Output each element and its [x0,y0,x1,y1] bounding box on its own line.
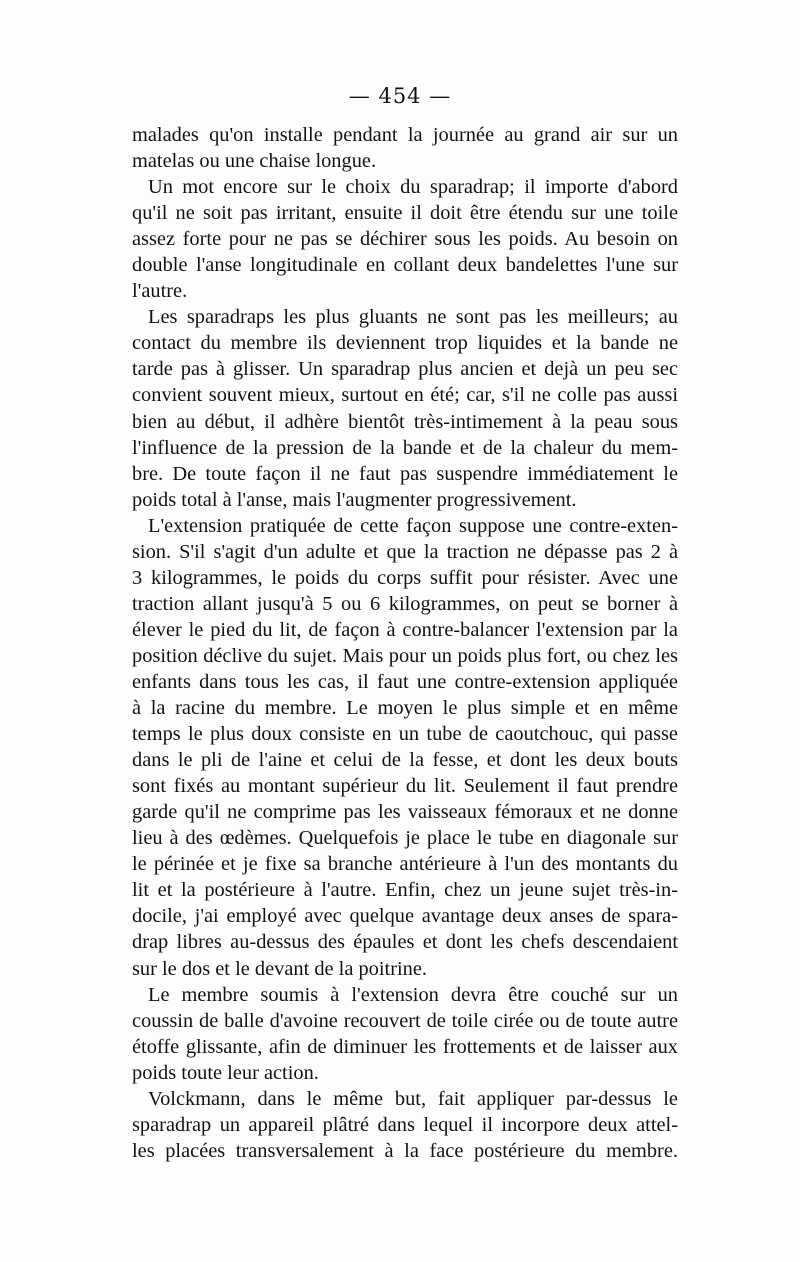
text-line: sparadrap un appareil plâtré dans lequel il incorpore deux attel- [132,1113,678,1136]
text-line: Les sparadraps les plus gluants ne sont pas les meilleurs; au [148,306,678,329]
text-line: position déclive du sujet. Mais pour un poids plus fort, ou chez les [132,644,678,667]
text-line: tarde pas à glisser. Un sparadrap plus ancien et dejà un peu sec [132,358,678,381]
text-line: contact du membre ils deviennent trop liquides et la bande ne [132,332,678,355]
text-line: dans le pli de l'aine et celui de la fesse, et dont les deux bouts [132,749,678,772]
text-line: les placées transversalement à la face postérieure du membre. [132,1139,678,1162]
text-line: coussin de balle d'avoine recouvert de toile cirée ou de toute autre [132,1009,678,1032]
text-line: bien au début, il adhère bientôt très-intimement à la peau sous [132,410,678,433]
text-line: matelas ou une chaise longue. [132,150,377,173]
text-line: poids total à l'anse, mais l'augmenter progressivement. [132,488,577,511]
text-line: drap libres au-dessus des épaules et dont les chefs descendaient [132,931,678,954]
text-line: sur le dos et le devant de la poitrine. [132,957,428,980]
text-line: double l'anse longitudinale en collant deux bandelettes l'une sur [132,254,678,277]
paragraph [132,982,678,1086]
paragraph [132,513,678,982]
text-line: lieu à des œdèmes. Quelquefois je place le tube en diagonale sur [132,827,678,850]
text-line: convient souvent mieux, surtout en été; car, s'il ne colle pas aussi [132,384,678,407]
text-line: l'autre. [132,280,188,303]
text-line: assez forte pour ne pas se déchirer sous les poids. Au besoin on [132,228,678,251]
text-line: traction allant jusqu'à 5 ou 6 kilogrammes, on peut se borner à [132,592,678,615]
text-line: à la racine du membre. Le moyen le plus simple et en même [132,697,678,720]
text-line: étoffe glissante, afin de diminuer les frottements et de laisser aux [132,1035,678,1058]
text-line: sont fixés au montant supérieur du lit. Seulement il faut prendre [132,775,678,798]
text-line: Volckmann, dans le même but, fait appliquer par-dessus le [148,1087,678,1110]
text-line: garde qu'il ne comprime pas les vaisseaux fémoraux et ne donne [132,801,678,824]
text-line: le périnée et je fixe sa branche antérieure à l'un des montants du [132,853,678,876]
text-line: lit et la postérieure à l'autre. Enfin, chez un jeune sujet très-in- [132,879,678,902]
text-line: L'extension pratiquée de cette façon suppose une contre-exten- [148,514,678,537]
text-line: temps le plus doux consiste en un tube de caoutchouc, qui passe [132,723,678,746]
text-line: docile, j'ai employé avec quelque avantage deux anses de spara- [132,905,678,928]
text-line: poids toute leur action. [132,1061,319,1084]
text-line: malades qu'on installe pendant la journée au grand air sur un [132,124,678,146]
body-text [132,122,678,1164]
paragraph [132,304,678,512]
text-line: Un mot encore sur le choix du sparadrap; il importe d'abord [148,176,678,199]
text-line: Le membre soumis à l'extension devra être couché sur un [148,983,678,1006]
paragraph [132,174,678,304]
text-line: qu'il ne soit pas irritant, ensuite il doit être étendu sur une toile [132,202,678,225]
text-line: enfants dans tous les cas, il faut une contre-extension appliquée [132,670,678,693]
page-number: — 454 — [348,84,452,108]
text-line: sion. S'il s'agit d'un adulte et que la traction ne dépasse pas 2 à [132,540,678,563]
text-line: 3 kilogrammes, le poids du corps suffit pour résister. Avec une [132,566,678,589]
text-line: l'influence de la pression de la bande et de la chaleur du mem- [132,436,678,459]
paragraph [132,122,678,174]
text-line: élever le pied du lit, de façon à contre-balancer l'extension par la [132,618,678,641]
paragraph [132,1086,678,1164]
text-line: bre. De toute façon il ne faut pas suspendre immédiatement le [132,462,678,485]
